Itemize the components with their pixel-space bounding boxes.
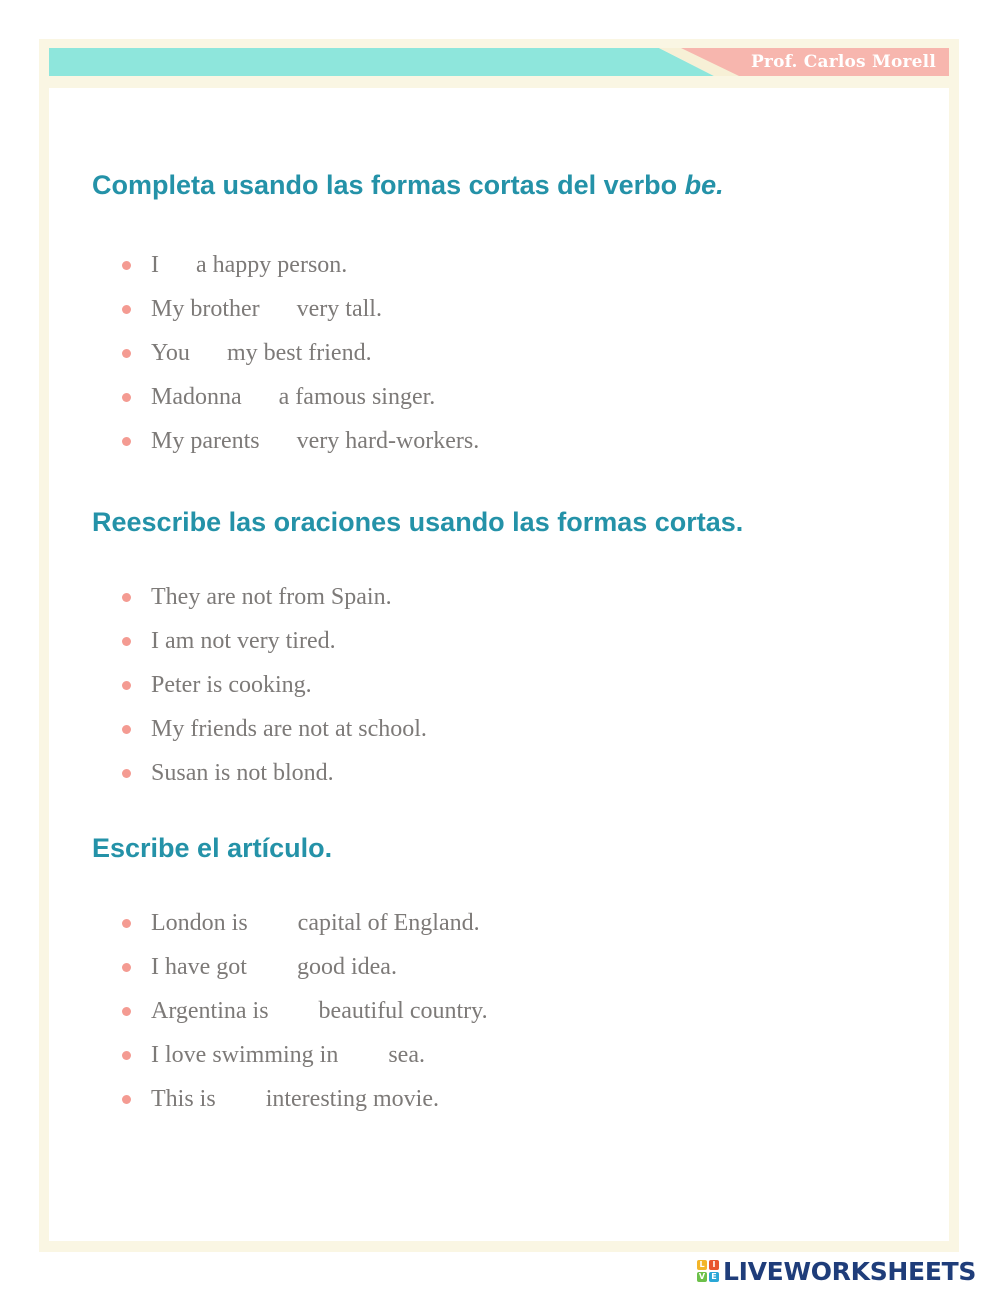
list-item: I have got good idea.: [122, 952, 488, 996]
list-item: Peter is cooking.: [122, 670, 427, 714]
list-item: They are not from Spain.: [122, 582, 427, 626]
section-article: [92, 833, 488, 1112]
list-item: Argentina is beautiful country.: [122, 996, 488, 1040]
bullet-icon: [122, 919, 131, 928]
section-heading: Completa usando las formas cortas del verbo be.: [92, 170, 724, 200]
author-label: Prof. Carlos Morell: [750, 52, 936, 72]
bullet-icon: [122, 1007, 131, 1016]
list-item: Susan is not blond.: [122, 758, 427, 802]
bullet-icon: [122, 437, 131, 446]
bullet-icon: [122, 593, 131, 602]
bullet-icon: [122, 963, 131, 972]
bullet-icon: [122, 725, 131, 734]
section-heading: Reescribe las oraciones usando las formas cortas.: [92, 507, 744, 537]
bullet-icon: [122, 1095, 131, 1104]
bullet-icon: [122, 393, 131, 402]
exercise-list: [122, 250, 479, 470]
bullet-icon: [122, 349, 131, 358]
list-item: I love swimming in sea.: [122, 1040, 488, 1084]
list-item: Madonna a famous singer.: [122, 382, 479, 426]
list-item: I am not very tired.: [122, 626, 427, 670]
section-be-short-forms: [92, 170, 724, 454]
bullet-icon: [122, 769, 131, 778]
list-item: My brother very tall.: [122, 294, 479, 338]
exercise-list: [122, 908, 488, 1128]
logo-text: LIVEWORKSHEETS: [723, 1256, 977, 1286]
list-item: My parents very hard-workers.: [122, 426, 479, 470]
liveworksheets-logo[interactable]: [697, 1257, 976, 1285]
list-item: This is interesting movie.: [122, 1084, 488, 1128]
list-item: You my best friend.: [122, 338, 479, 382]
list-item: London is capital of England.: [122, 908, 488, 952]
list-item: My friends are not at school.: [122, 714, 427, 758]
list-item: I a happy person.: [122, 250, 479, 294]
bullet-icon: [122, 637, 131, 646]
bullet-icon: [122, 1051, 131, 1060]
bullet-icon: [122, 681, 131, 690]
section-heading: Escribe el artículo.: [92, 833, 333, 863]
bullet-icon: [122, 261, 131, 270]
section-rewrite-short-forms: [92, 507, 744, 786]
bullet-icon: [122, 305, 131, 314]
exercise-list: [122, 582, 427, 802]
heading-emphasis: be.: [684, 170, 724, 200]
logo-mark-icon: L I V E: [697, 1260, 719, 1282]
